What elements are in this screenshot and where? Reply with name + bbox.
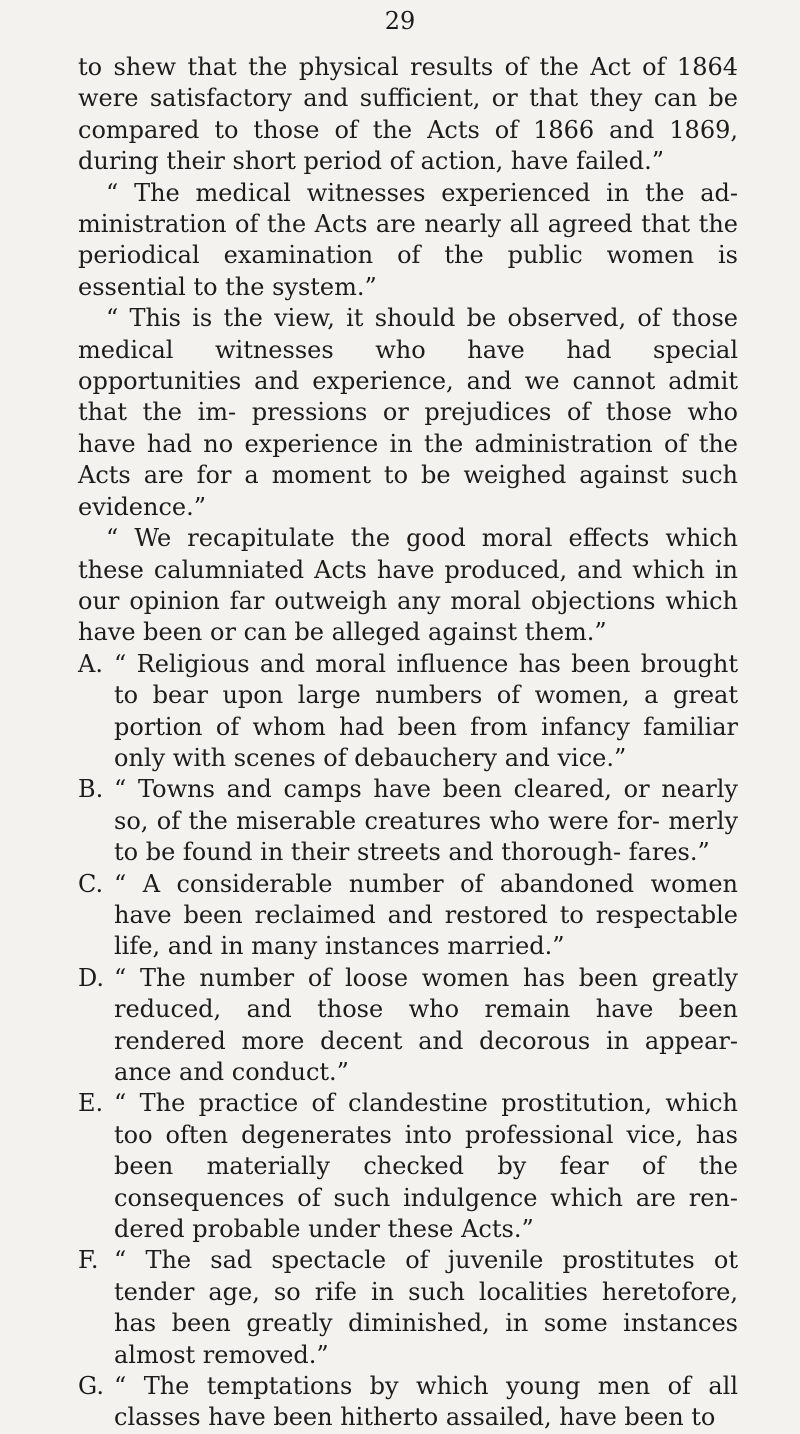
item-marker: E. [78, 1089, 104, 1118]
item-text: “ The sad spectacle of juvenile prostitutes ot tender age, so rife in such localities heretofore, has been greatly diminished, in some instances almost removed.” [114, 1246, 738, 1369]
list-item-b [78, 774, 738, 868]
item-text: “ Religious and moral influence has been brought to bear upon large numbers of women, a great portion of whom had been from infancy familiar only with scenes of debauchery and vice.” [114, 649, 738, 772]
list-item-f [78, 1245, 738, 1371]
list-item-c [78, 869, 738, 963]
item-text: “ The temptations by which young men of all classes have been hitherto assailed, have been to [114, 1372, 738, 1432]
paragraph-continuation: to shew that the physical results of the Act of 1864 were satisfactory and sufficient, or that they can be compared to those of the Acts of 1866 and 1869, during their short period of action, have failed.” [78, 53, 738, 176]
item-marker: D. [78, 963, 105, 992]
list-item-d [78, 963, 738, 1089]
item-text: “ A considerable number of abandoned women have been reclaimed and restored to respectable life, and in many instances married.” [114, 869, 738, 961]
page-body [78, 52, 738, 1434]
list-item-a [78, 649, 738, 775]
item-marker: C. [78, 869, 104, 898]
list-item-e [78, 1088, 738, 1245]
item-marker: A. [78, 649, 103, 678]
item-marker: F. [78, 1246, 99, 1275]
paragraph-recapitulate: “ We recapitulate the good moral effects which these calumniated Acts have produced, and which in our opinion far outweigh any moral objections which have been or can be alleged against them.” [78, 524, 738, 647]
item-text: “ The number of loose women has been greatly reduced, and those who remain have been rendered more decent and decorous in appear- ance and conduct.” [114, 963, 738, 1086]
page-number: 29 [384, 7, 416, 35]
list-item-g [78, 1371, 738, 1434]
paragraph-view-observed: “ This is the view, it should be observed, of those medical witnesses who have had special opportunities and experience, and we cannot admit that the im- pressions or prejudices of those who have had no experience in the administration of the Acts are for a moment to be weighed against such evidence.” [78, 304, 738, 521]
item-text: “ The practice of clandestine prostitution, which too often degenerates into professional vice, has been materially checked by fear of the consequences of such indulgence which are ren- dered probable under these Acts.” [114, 1089, 738, 1244]
item-marker: B. [78, 775, 104, 804]
item-marker: G. [78, 1372, 104, 1401]
item-text: “ Towns and camps have been cleared, or nearly so, of the miserable creatures who were for- merly to be found in their streets and thorough- fares.” [114, 775, 738, 867]
paragraph-medical-witnesses: “ The medical witnesses experienced in the ad- ministration of the Acts are nearly all agreed that the periodical examination of the public women is essential to the system.” [78, 178, 738, 301]
